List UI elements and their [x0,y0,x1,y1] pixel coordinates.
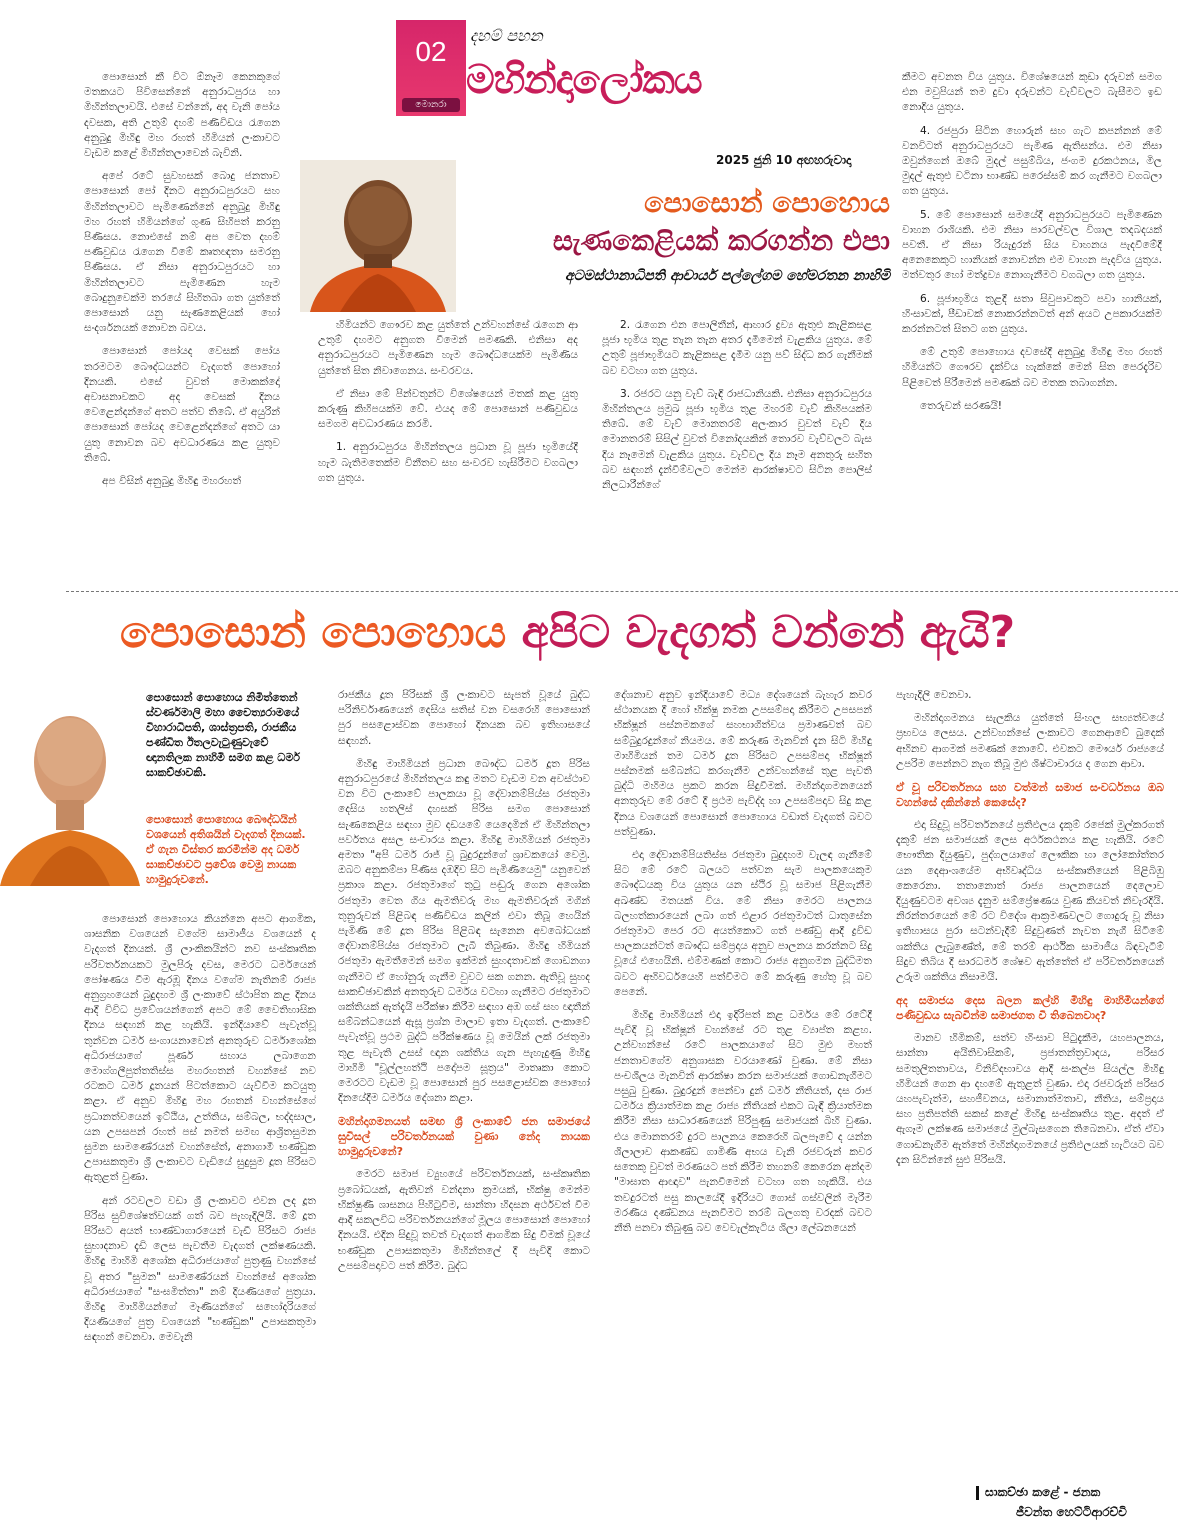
article2-column-3 [614,688,872,1526]
interview-intro: පොසොන් පොහොය නිමිත්තෙන් ස්වර්ණමාලි මහා චෛත්‍යරාමයේ විහාරාධිපති, ශාස්ත්‍රපති, රාජකීය පණ්ඩිත ඊතලවැටුණුවැවේ ඥානතිලක නාහිමි සමග කළ ධර්ම සාකච්ඡාවකි. [146,691,301,779]
issue-date: 2025 ජුනි 10 අඟහරුවාදා [716,153,852,167]
article1-byline: අටමස්ථානාධිපති ආචාර්ය පල්ලේගම හේමරතන නාහිමි [564,268,890,284]
credit-line-2: ජීවන්ත හෙට්ටිආරච්චි [1016,1505,1127,1519]
paragraph: දේශනාව අනුව ඉන්දියාවේ මධ්‍ය දේශයෙන් බැහැර කවර ස්ථානයක දී හෝ භික්ෂු නමක උපසම්පදා කිරීමට උපසපන් භික්ෂූන් පස්නමකගේ සහභාගිත්වය ප්‍රමාණවත් බව සම්බුදුරදුන්ගේ නියමය. මේ කරුණ මැනවින් දැන සිටි මිහිඳු මාහිමියන් තම ධර්ම දූත පිරිසට උපසම්පදා භික්ෂූන් පස්නමක් සම්බන්ධ කරගැනීම උන්වහන්සේ තුළ පැවති බුද්ධි මහිමය ප්‍රකට කරන සිදුවීමක්. මහින්දාගමනයෙන් අනතුරුව මේ රටේ දී ප්‍රථම පැවිද්ද හා උපසම්පදාව සිදු කළ දිනය වශයෙන් පොසොන් පොහොය වඩාත් වැදගත් බවට පත්වුණා. [614,689,872,838]
publication-badge: මොනරා [402,98,460,112]
article2-column-1 [84,912,316,1526]
paragraph: අන් රටවලට වඩා ශ්‍රී ලංකාවට එවන ලද දූත පිරිස සුවිශේෂත්වයක් ගත් බව පැහැදිලියි. මේ දූත පිරිසට අයත් භාණ්ඩාගාරයෙන් වැඩී පිරිසට රාජ්‍ය සුභාදනාව දැඩි ලෙස පැවතීම වැදගත් ලක්ෂණයකි. මිහිඳු මාහිමි අශෝක අධිරාජයාගේ පුත්‍රණු වහන්සේ වූ අතර "සුමන" සාමණේරයන් වහන්සේ අශෝක අධිරාජයාගේ "සංඝමිත්තා" නම් දියණියගේ පුත්‍රයා. මිහිඳු මාහිමියන්ගේ මෑණියන්ගේ සහෝදරියගේ දියණියගේ පුත්‍ර වශයෙන් "භණ්ඩුක" උපාසකතුමා සඳහන් වෙනවා. මෙවැනි [84,1194,316,1344]
article1-title-line1: පොසොන් පොහොය [644,186,890,219]
paragraph: තෙරුවන් සරණයි! [920,399,1003,412]
interview-question-4: අද සමාජය දෙස බලන කල්හි මිහිඳු මාහිමියන්ගේ පණිවුඩය සැබවින්ම සමාජගත වී තිබෙනවාද? [896,994,1164,1023]
credit-line-1: සාකච්ඡා කළේ - ජනක [985,1485,1101,1499]
interview-credit [976,1482,1176,1522]
paragraph: පොසොන් පොහොය කියන්නෙ අපට ආගමික, ශාසනික වශයෙන් වගේම සාමාජීය වශයෙන් ද වැදගත් දිනයක්. ශ්‍රී ලාංකිකයින්ට නව සංස්කෘතික පරිවර්තනයකට මුලපිරූ දවස, මෙරට ධර්මයෙන් පෝෂණය වීම ඇරඹූ දිනය වගේම නැතිනම් රාජ්‍ය අනුග්‍රහයෙන් බුදුදහම ශ්‍රී ලංකාවේ ස්ථාපිත කළ දිනය ආදී විවිධ ප්‍රවේශයන්ගෙන් අපට මේ වෛතිහාසික දිනය සඳහන් කළ හැකියි. ඉන්දියාවේ පැවැත්වූ තුන්වන ධර්ම සංගායනාවෙන් අනතුරුව ධර්මාශෝක අධිරාජයාගේ පූර්ණ සහාය ලබාගෙන මොග්ගලීපුත්තතිස්ස මහරහතන් වහන්සේ නව රටකට ධර්ම දූතයන් පිටත්කොට යැව්වීම කටයුතු කළා. ඒ අනුව මිහිඳු මහ රහතන් වහන්සේගේ ප්‍රධානත්වයෙන් ඉට්ඨිය, උත්තිය, සම්බල, භද්දසාල, යන උපසපන් රහත් පස් නමත් සමඟ ආශ්‍රිතසුමන සුමන සාමණේරයන් වහන්සේත්, අනාගාමී භණ්ඩුක උපාසකතුමා ශ්‍රී ලංකාවට වැඩියේ සුදුසුම දූත පිරිසට ඇතුළත් වුණා. [84,913,316,1184]
paragraph: හිමියන්ට ගෞරව කළ යුත්තේ උන්වහන්සේ රැගෙන ආ උතුම් දහමට අනුගත වීමෙන් පමණකි. එනිසා අද අනුරාධපුරයට පැමිණෙන හැම බෞද්ධයෙක්ම පැමිණිය යුත්තේ සිත නිවාගෙනය. සංවරවය. [318,319,578,377]
interview-question-3: ඒ වූ පරිවර්තනය සහ වත්මන් සමාජ සංවර්ධනය ඔබ වහන්සේ දකින්නේ කෙසේද? [896,781,1164,810]
paragraph: 4. රජපුරා සිටින හොරුන් සහ ගැට කපන්නන් මේ වනවිටත් අනුරාධපුරයට පැමිණ ඇතිසන්ය. එම නිසා ඔවුන්ගෙන් ඔබේ මුදල් පසුම්බිය, ජංගම දුරකථනය, මිල මුදල් ඇතුළු වටිනා භාණ්ඩ පරෙස්සම් කර ගැනීමට වගබලා ගත යුතුය. [902,124,1162,198]
paragraph: 1. අනුරාධපුරය මිහින්තලය ප්‍රධාන වූ පූජා භූමියේදී හැම බැතිමතෙක්ම විනීතව සහ සංවරව හැසිරීමට වගබලා ගත යුතුය. [318,441,578,484]
paragraph: 6. පූජාභූමිය තුළදී සතා සිවුපාවකුට පවා හානියක්, හිංසාවක්, පීඩාවක් නොකරන්නටත් අන් අයට උපකාරයක්ම කරන්නටත් සිතට ගත යුතුය. [902,292,1162,336]
paragraph: අපේ රටේ සුවහසක් බොදු ජනතාව පොසොන් පෝ දිනට අනුරාධපුරයට සහ මිහින්තලාවට පැමිණෙන්නේ අනුබුදු මිහිඳු මහ රහත් හිමියන්ගේ ගුණ සිහිපත් කරනු පිණිසය. නොඑසේ නම් අප වෙත දහම් පණිවුඩය රැගෙන වීමේ කෘතඥතා සමරනු පිණිසය. ඒ නිසා අනුරාධපුරයට හා මිහින්තලාවට පැමිණෙන හැම බොදුනුවෙක්ම තරයේ සිහිතබා ගත යුත්තේ පොසොන් යනු සැණකෙළියක් හෝ සංදර්ශනයක් නොවන බවය. [84,170,280,335]
paragraph: එදා දේවානම්පියතිස්ස රජතුමා බුදුදහම වැලඳ ගැනීමේ සිට මේ රටේ බලයට පත්වන සැම පාලකයෙකුම බෞද්ධයකු විය යුතුය යන ස්ථිර වූ සමාජ පිළිගැනීම අඛණ්ඩ මතයක් විය. මේ නිසා මෙරට පාලනය බලහත්කාරයෙන් ලබා ගත් එළාර රජතුමාටත් ධාතුසේන රජතුමාට පෙර රට අයත්කොට ගත් පණ්ඩු ආදී ද්‍රවිඩ පාලකයන්ටත් බෞද්ධ සම්ප්‍රදාය අනුව පාලනය කරන්නට සිදු වූයේ එහෙයිනි. එම්මණක් කොට රාජ්‍ය අනුගමන බුද්ධිමත බවට අභිවර්ධයෙහි පත්වීමට මේ කරුණු හේතු වූ බව පෙනේ. [614,849,872,998]
article1-column-4 [902,70,1162,578]
section-kicker: දහම් පහන [470,26,543,45]
masthead: මහින්දාලෝකය [466,57,702,103]
page-number-box [396,20,466,116]
article1-column-2 [318,318,578,578]
article2-column-2 [338,688,590,1526]
paragraph: අප විසින් අනුබුදු මිහිඳු මහරහත් [102,475,242,488]
monk-interviewee-photo [0,690,140,886]
paragraph: පොසොන් පෝයද වෙසක් පෝය තරමටම බෞද්ධයන්ට වැදගත් පොහෝ දිනයකි. එසේ වුවත් මොකක්දෝ අවාසනාවකට අද වෙසක් දිනය වෙළෙන්දන්ගේ අතට පත්ව තිබේ. ඒ අයුරින් පොසොන් පෝයද වෙළෙන්දන්ගේ අතට යා යුතු නොවන බව අවධාරණය කළ යුතුව තිබේ. [84,345,280,464]
monk-portrait-photo [300,160,456,312]
paragraph: මේ උතුම් පොහොය දවසේදී අනුබුදු මිහිඳු මහ රහත් හිමියන්ට ගෞරව දැක්විය හැක්කේ මෙන් සිත පෙරදැරිව පිළිවෙත් පිරීමෙන් පමණක් බව මතක තබාගන්න. [902,346,1162,389]
article2-title [120,600,1120,666]
paragraph: එදා සිදුවූ පරිවර්තනයේ ප්‍රතිඵලය දැකුම් රජෙක් මුල්කරගත් දැකුම් ජන සමාජයක් ලෙස අර්ථකථනය කළ හැකියි. රටේ භෞතික දියුණුව, පුද්ගලයාගේ ලෞකික හා ලෝකෝත්තර යන දෙආංශයේම අභිවෘද්ධිය සංස්කෘතියෙන් පිළිබිඹු කෙරෙනා. තතානොත් රාජ්‍ය පාලනයෙන් දෙලොව දියුණුවටම අවශ්‍ය දැනුම සම්ප්‍රේෂණය වුණ කියවත් නිවැරදියි. නිරන්තරයෙන් මේ රට විදේශ ආක්‍රමණවලට ගොදුරු වූ නිසා ඉතිහාසය පුරා සටන්වැදීම් සිදුවුණත් නැවත නැගී සිටීමේ ශක්තිය ලැබුණේත්, මේ තරම් ආර්ථික සාමාජීය බිඳවැටීම් සිදුව තිබිය දී සාරධර්ම ශේෂව ඇත්තේත් ඒ පරිවර්තනයෙන් උරුම ශක්තිය නිසාමයි. [896,819,1164,984]
credit-bar [976,1486,979,1500]
paragraph: මිහිඳු මාහිමියන් එදා ඉදිරිපත් කළ ධර්මය මේ රටේදී පැවිදි වූ භික්ෂූන් වහන්සේ රට තුළ ව්‍යාප්ත කළහ. උන්වහන්සේ රටේ පාලකයාගේ සිට මුළු මහත් ජනතාවගේම අනුශාසක වරයාණෝ වුණා. මේ නිසා පංචශීලය මැනවින් ආරක්ෂා කරන සමාජයක් ගොඩනැගීමට පසුබු වුණා. බුදුරදුන් පෙන්වා දුන් ධර්ම නීතියත්, දස රාජ ධර්මය ක්‍රියාත්මක කළ රාජ්‍ය නීතියක් එකට බැඳී ක්‍රියාත්මක කිරීම නිසා සාධාරණයෙන් පිරිපුණු සමාජයක් බිහි වුණා. එය මොනතරම් දුරට පාලනය කෙරෙහි බලපෑවේ ද යන්න ශිලාලාව ආකණ්ඩ ගාමිණී අභය වැනි රජවරුන් කවර සතෙකු වුවත් මරණයට පත් කිරීම තහනම් කෙරෙන අන්දම "මාඝාත ආඥාව" පැනවීමෙන් වටහා ගත හැකියි. එය තවදුරටත් පසු කාලයේදී ඉදිරියට ගොස් ගස්වලින් මැරීම මරණීය දණ්ඩනය පැනවීමට තරම් බලගතු වරදක් බවට නීති පනවා තිබුණු බව වෙවැල්කැටිය ශිලා ලේඛනයෙන් [614,1009,872,1234]
paragraph: 5. මේ පොසොන් සමයේදී අනුරාධපුරයට පැමිණෙන වාහන රාශියකි. එම නිසා පාරවල්වල විශාල තදබදයක් පවතී. ඒ නිසා රියැදුරන් සිය වාහනය පැදවීමේදී අනෙකෙකුට හානියක් නොවන්න එම වාහන පැදවිය යුතුය. මත්වතුර හෝ මත්ද්‍රව්‍ය නොගැනීමට වගබලා ගත යුතුය. [902,208,1162,282]
article2-title-part1: පොසොන් පොහොය [120,607,507,658]
article2-column-4 [896,688,1164,1478]
paragraph: මෙරට සමාජ ව්‍යුහයේ පරිවර්තනයක්, සංස්කෘතික ප්‍රබෝධයක්, ඇතිවන් වන්දනා ක්‍රමයක්, භික්ෂු මෙන්ම භික්ෂුණී ශාසනය පිහිටුවීම, සාන්තා හිදසන අර්ථවත් වීම ආදී සකලවිධ පරිවර්තනයන්ගේ මූලය පොසොන් පොහෝ දිනයයි. එදින සිදුවූ තවත් වැදගත් ආගමික සිදු වීමක් වූයේ භණ්ඩුක උපාසකතුමා මිහින්තලේ දී පැවිදි කොට උපසම්පදාවට පත් කිරීම. බුද්ධ [338,1168,590,1272]
paragraph: පොසොන් කී විට ඕනෑම කෙනකුගේ මතකයට පිවිසෙන්නේ අනුරාධපුරය හා මිහින්තලාවයි. එසේ වන්නේ, අද වැනි පෝය දවසක, අති උතුම් දහම් පණිවිඩය රැගෙන අනුබුදු මිහිඳු මහ රහත් හිමියන් ලංකාවට වැඩම කළේ මිහින්තලාවෙන් බැවිනි. [84,71,280,160]
paragraph: මිහිඳු මාහිමියන් ප්‍රධාන බෞද්ධ ධර්ම දූත පිරිස අනුරාධපුරයේ මිහින්තලය කඳු මතට වැඩම වන අවස්ථාව වන විට ලංකාවේ පාලකයා වූ දේවානම්පිය්ස රජතුමා දෙසිය හතලිස් දහසක් පිරිස සමග පොසොන් සැණකෙළිය සඳහා මුව දඩයමේ යෙදෙමින් ඒ මිහින්තලා පර්වතය අසල සංචාරය කළා. මිහිඳු මාහිමියන් රජතුමා අමතා "අපි ධර්ම රාජ් වූ බුදුරදුන්ගේ ශ්‍රාවකයෝ වෙමු. ඔබට අනුකම්පා පිණිස දඹදිව සිට පැමිණියෙමු" යනුවෙන් ප්‍රකාශ කළා. රජතුමාගේ තුටු පඬුරු ගෙන අශෝක රජතුමා වෙත ගිය ඇමතිවරු මහ ඇමතිවරුන් මගින් තුනුරුවන් පිළිබඳ පණිවිඩය කලින් එවා තිබූ හෙයින් පැමිණි මේ දූත පිරිස පිළිබඳ සැනෙන අවබෝධයක් දේවානම්පිය්ස රජතුමාට ලැබී තිබුණා. මිහිඳු හිමියන් රජතුමා ඇමතීමෙන් සමග ඉක්මන් සුහදතාවක් ගොඩනගා ගැනීමට ඒ හෝනුරු ගැනීම වුවට සක ගනන. ඇතිවූ සුහද සාකච්ඡාවකින් අනතුරුව ධර්මය වටහා ගැනීමට රජතුමාට ශක්තියක් ඇත්දැයි පරීක්ෂා කිරීම සඳහා අඹ ගස් සහ ඥාතීන් සම්බන්ධයෙන් ඇසූ ප්‍රශ්න මාලාව ඉතා වැදගත්. ලංකාවේ පැවැත්වූ ප්‍රථම බුද්ධි පරීක්ෂණය වූ මෙයින් ලක් රජතුමා තුළ පැවැති උසස් ඥාන ශක්තිය ගැන පැහැදුණු මිහිඳු මාහිමි "චූල්ලහත්ථි පදෝපම සූත්‍රය" මාතෘකා කොට මෙරටට වැඩම වූ පොසොන් පුර පසළොස්වක පොහෝ දිනයේදීම ධර්මය දේශනා කළා. [338,757,590,1105]
section-divider [66,591,1180,592]
article1-column-1 [84,70,280,570]
interview-question-2: මහින්දාගමනයත් සමඟ ශ්‍රී ලංකාවේ ජන සමාජයේ සුවිසල් පරිවර්තනයක් වුණා නේද නායක හාමුදුරුවනේ? [338,1115,590,1159]
paragraph: මානව හිමිකම්, සත්ව හිංසාව පිටුදැකීම, යහපාලනය, සාන්තා අයිතිවාසිකම්, ප්‍රජාතන්ත්‍රවාදය, පරිසර සමතුලිතතාවය, විනිවිදභාවය ආදී සංකල්ප සියල්ල මිහිඳු හිමියන් ගෙන ආ දහමේ ඇතුළත් වුණා. එදා රජවරුන් පරිසර යහපැවැත්ම, සහජීවනය, සමානාත්මතාව, නීතිය, සම්ප්‍රදාය සහ ප්‍රතිපත්ති සකස් කළේ මිහිඳු සංස්කෘතිය තුළ. අදත් ඒ ඇගෑම ලක්ෂණ සමාජයේ මුල්බැසගෙන තිබෙනවා. ඒත් ඒවා ගොඩනැගීම ඇත්තේ මහින්දාගමනයේ ප්‍රතිඵලයක් හැටියට බව දැන සිටින්නේ සුළු පිරිසයි. [896,1032,1164,1166]
paragraph: රාජකීය දූත පිරිසක් ශ්‍රී ලංකාවට සැපත් වූයේ බුද්ධ පරිනිර්වාණයෙන් දෙසිය සතිස් වන වසරෙහි පොසොන් පුර පසළොස්වක පොහෝ දිනයක බව ඉතිහාසයේ සඳහන්. [338,689,590,747]
paragraph: කීමට අවනත විය යුතුය. විශේෂයෙන් කුඩා දරුවන් සමග එන මවුපියන් තම දුවා දරුවන්ට වැව්වලට බැසීමට ඉඩ නොදිය යුතුය. [902,71,1162,114]
paragraph: 3. රජරට යනු වැව් බැඳි රාජධානියකි. එනිසා අනුරාධපුරය මිහින්තලය ප්‍රමුඛ පූජා භූමිය තුළ මහරම් වැව් කිහිපයක්ම තිබේ. මේ වැව් මොනතරම් අලංකාර වුවත් වැව් දිය මොනතරම් සිසිල් වුවත් විනෝදයකින් තොරව වැව්වලට බැස දිය නෑමෙන් වැළකිය යුතුය. වැව්වල දිය නෑම අනතුරු සහිත බව සඳහන් දැන්වීම්වලට මෙන්ම ආරක්ෂාවට සිටින පොලිස් නිලධාරීන්ගේ [602,387,872,492]
article2-title-part2: අපිට වැදගත් වන්නේ ඇයි? [521,607,1016,658]
article1-column-3 [602,318,872,578]
page-number: 02 [415,36,447,67]
paragraph: 2. රැගෙන එන පොලිතීන්, ආහාර ද්‍රව්‍ය ඇතුළු කැළිකසළ පූජා භූමිය තුළ තැන තැන අතර දැමීමෙන් වැළකිය යුතුය. මේ උතුම් පූජාභූමියට කැළිකසළ දැමීම යනු පව් සිද්ධ කර ගැනීමක් බව වටහා ගත යුතුය. [602,319,872,377]
interview-question-1: පොසොන් පොහොය බෞද්ධයින් වශයෙන් අතිශයින් වැදගත් දිනයක්. ඒ ගැන විස්තර කරමින්ම අද ධර්ම සාකච්ඡාවට ප්‍රවේශ වෙමු නායක හාමුදුරුවනේ. [146,813,306,886]
article1-title-line2: සැණකෙළියක් කරගන්න එපා [552,224,890,257]
paragraph: ඒ නිසා මේ පින්වතුන්ට විශේෂයෙන් මතක් කළ යුතු කරුණු කිහිපයක්ම වේ. එයද මේ පොසොන් පණිවුඩය සමගම අවධාරණය කරමි. [318,387,578,431]
paragraph: පැහැදිලි වෙනවා. [896,689,972,701]
paragraph: මහින්දාගමනය සැලකිය යුත්තේ සිංහල සභ්‍යත්වයේ ප්‍රභවය ලෙසය. උන්වහන්සේ ලංකාවට ගෙනආවේ බුදෙක් අභිනව ආගමක් පමණක් නොවේ. එවකට මෞර්ය රාජ්‍යයේ උපරිම පෙන්නට නැග තිබූ මුළු ශිෂ්ටාචාරය ද ගෙන ආවා. [896,712,1164,770]
